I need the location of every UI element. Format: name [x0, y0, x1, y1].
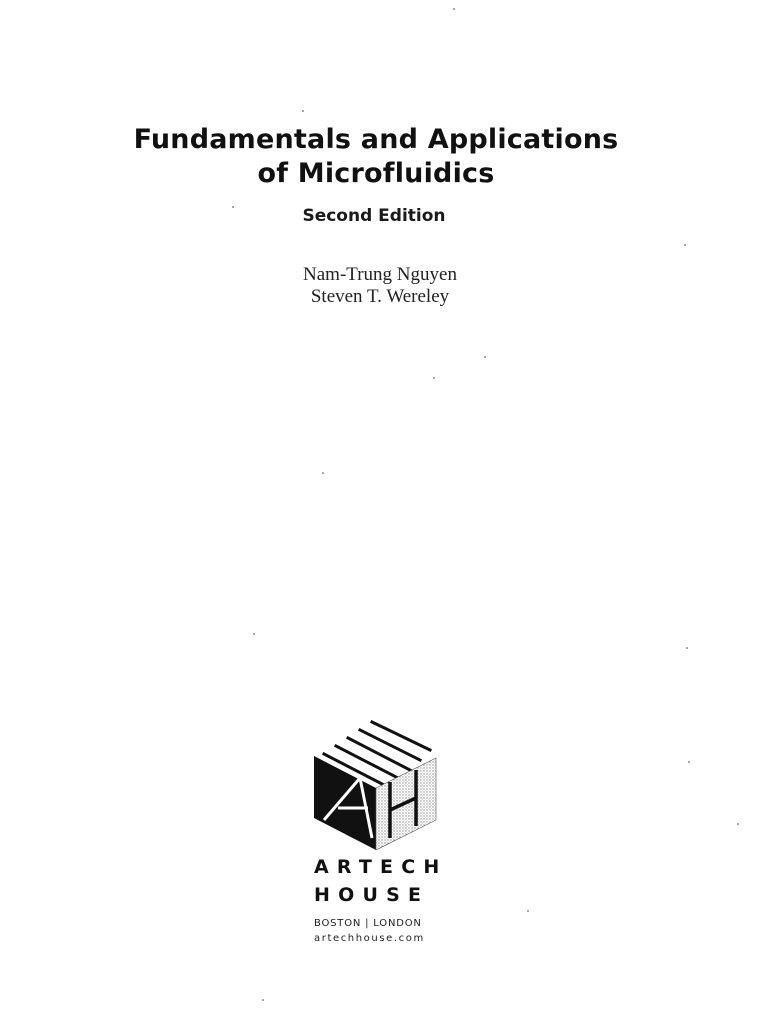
- book-title-line-2: of Microfluidics: [257, 158, 495, 189]
- scan-speck: [737, 823, 739, 825]
- publisher-cities: BOSTON | LONDON: [314, 918, 422, 929]
- scan-speck: [302, 110, 304, 112]
- publisher-name-line-2: HOUSE: [314, 884, 430, 906]
- artech-house-logo-icon: [312, 716, 442, 856]
- scan-speck: [262, 999, 264, 1001]
- book-edition: Second Edition: [302, 206, 446, 226]
- scan-speck: [527, 910, 529, 912]
- scan-speck: [253, 633, 255, 635]
- scan-speck: [453, 8, 455, 10]
- scan-speck: [322, 472, 324, 474]
- scan-speck: [684, 244, 686, 246]
- publisher-website: artechhouse.com: [314, 933, 425, 944]
- publisher-name-line-1: ARTECH: [314, 856, 448, 878]
- scan-speck: [232, 206, 234, 208]
- scan-speck: [686, 647, 688, 649]
- author-1: Nam-Trung Nguyen: [303, 264, 457, 285]
- scan-speck: [484, 356, 486, 358]
- scan-speck: [688, 761, 690, 763]
- scan-speck: [433, 377, 435, 379]
- book-title-line-1: Fundamentals and Applications: [133, 124, 619, 155]
- author-2: Steven T. Wereley: [310, 286, 450, 307]
